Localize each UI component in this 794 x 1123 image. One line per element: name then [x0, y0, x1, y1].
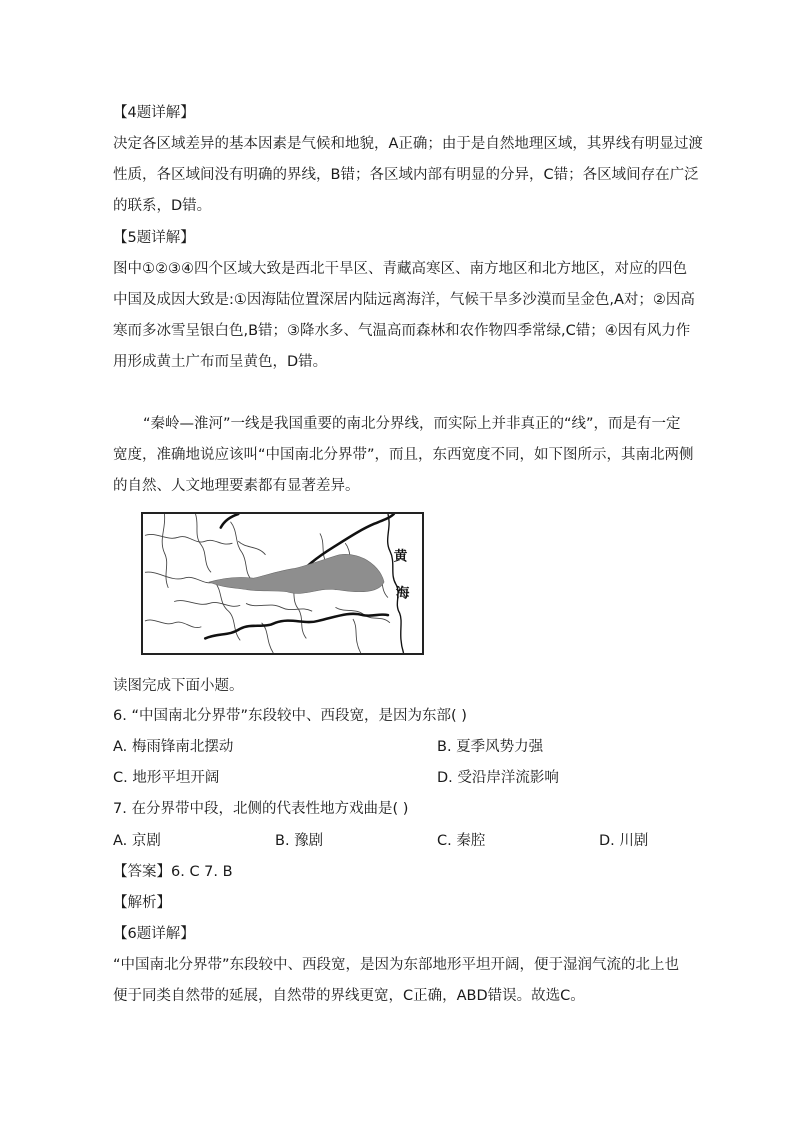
q7-option-b: B. 豫剧 — [275, 833, 324, 849]
analysis-heading: 【解析】 — [113, 895, 171, 911]
section6-line-2: 便于同类自然带的延展，自然带的界线更宽，C正确，ABD错误。故选C。 — [113, 988, 585, 1004]
answer: 【答案】6. C 7. B — [113, 864, 233, 880]
section6-line-1: “中国南北分界带”东段较中、西段宽，是因为东部地形平坦开阔，便于湿润气流的北上也 — [113, 957, 680, 973]
section5-heading: 【5题详解】 — [113, 230, 195, 246]
q7-option-c: C. 秦腔 — [437, 833, 486, 849]
intro-line-3: 的自然、人文地理要素都有显著差异。 — [113, 478, 360, 494]
map-figure — [143, 514, 422, 653]
section5-line-3: 寒而多冰雪呈银白色,B错；③降水多、气温高而森林和农作物四季常绿,C错；④因有风力作 — [113, 323, 691, 339]
q6-stem: 6. “中国南北分界带”东段较中、西段宽，是因为东部( ) — [113, 708, 467, 724]
q6-option-b: B. 夏季风势力强 — [437, 739, 544, 755]
boundary-belt-shading — [209, 554, 384, 593]
section6-heading: 【6题详解】 — [113, 926, 195, 942]
q6-option-d: D. 受沿岸洋流影响 — [437, 770, 559, 786]
q7-option-d: D. 川剧 — [599, 833, 649, 849]
q7-stem: 7. 在分界带中段，北侧的代表性地方戏曲是( ) — [113, 801, 409, 817]
section4-line-3: 的联系，D错。 — [113, 198, 212, 214]
boundary-belt-map — [141, 512, 424, 655]
section4-heading: 【4题详解】 — [113, 105, 195, 121]
q7-option-a: A. 京剧 — [113, 833, 161, 849]
intro-line-2: 宽度，准确地说应该叫“中国南北分界带”，而且，东西宽度不同，如下图所示，其南北两侧 — [113, 447, 694, 463]
instruction: 读图完成下面小题。 — [113, 678, 244, 694]
q6-option-c: C. 地形平坦开阔 — [113, 770, 220, 786]
section5-line-4: 用形成黄土广布而呈黄色，D错。 — [113, 354, 328, 370]
coastline — [388, 514, 404, 653]
section4-line-2: 性质，各区域间没有明确的界线，B错；各区域内部有明显的分异，C错；各区域间存在广泛 — [113, 167, 699, 183]
map-label-huang: 黄 — [393, 548, 408, 565]
q6-option-a: A. 梅雨锋南北摆动 — [113, 739, 234, 755]
intro-line-1: “秦岭—淮河”一线是我国重要的南北分界线，而实际上并非真正的“线”，而是有一定 — [143, 416, 681, 432]
section5-line-1: 图中①②③④四个区域大致是西北干旱区、青藏高寒区、南方地区和北方地区，对应的四色 — [113, 261, 687, 277]
section4-line-1: 决定各区域差异的基本因素是气候和地貌，A正确；由于是自然地理区域，其界线有明显过渡 — [113, 136, 703, 152]
map-label-hai: 海 — [395, 585, 410, 602]
section5-line-2: 中国及成因大致是:①因海陆位置深居内陆远离海洋，气候干旱多沙漠而呈金色,A对；②因高 — [113, 292, 695, 308]
